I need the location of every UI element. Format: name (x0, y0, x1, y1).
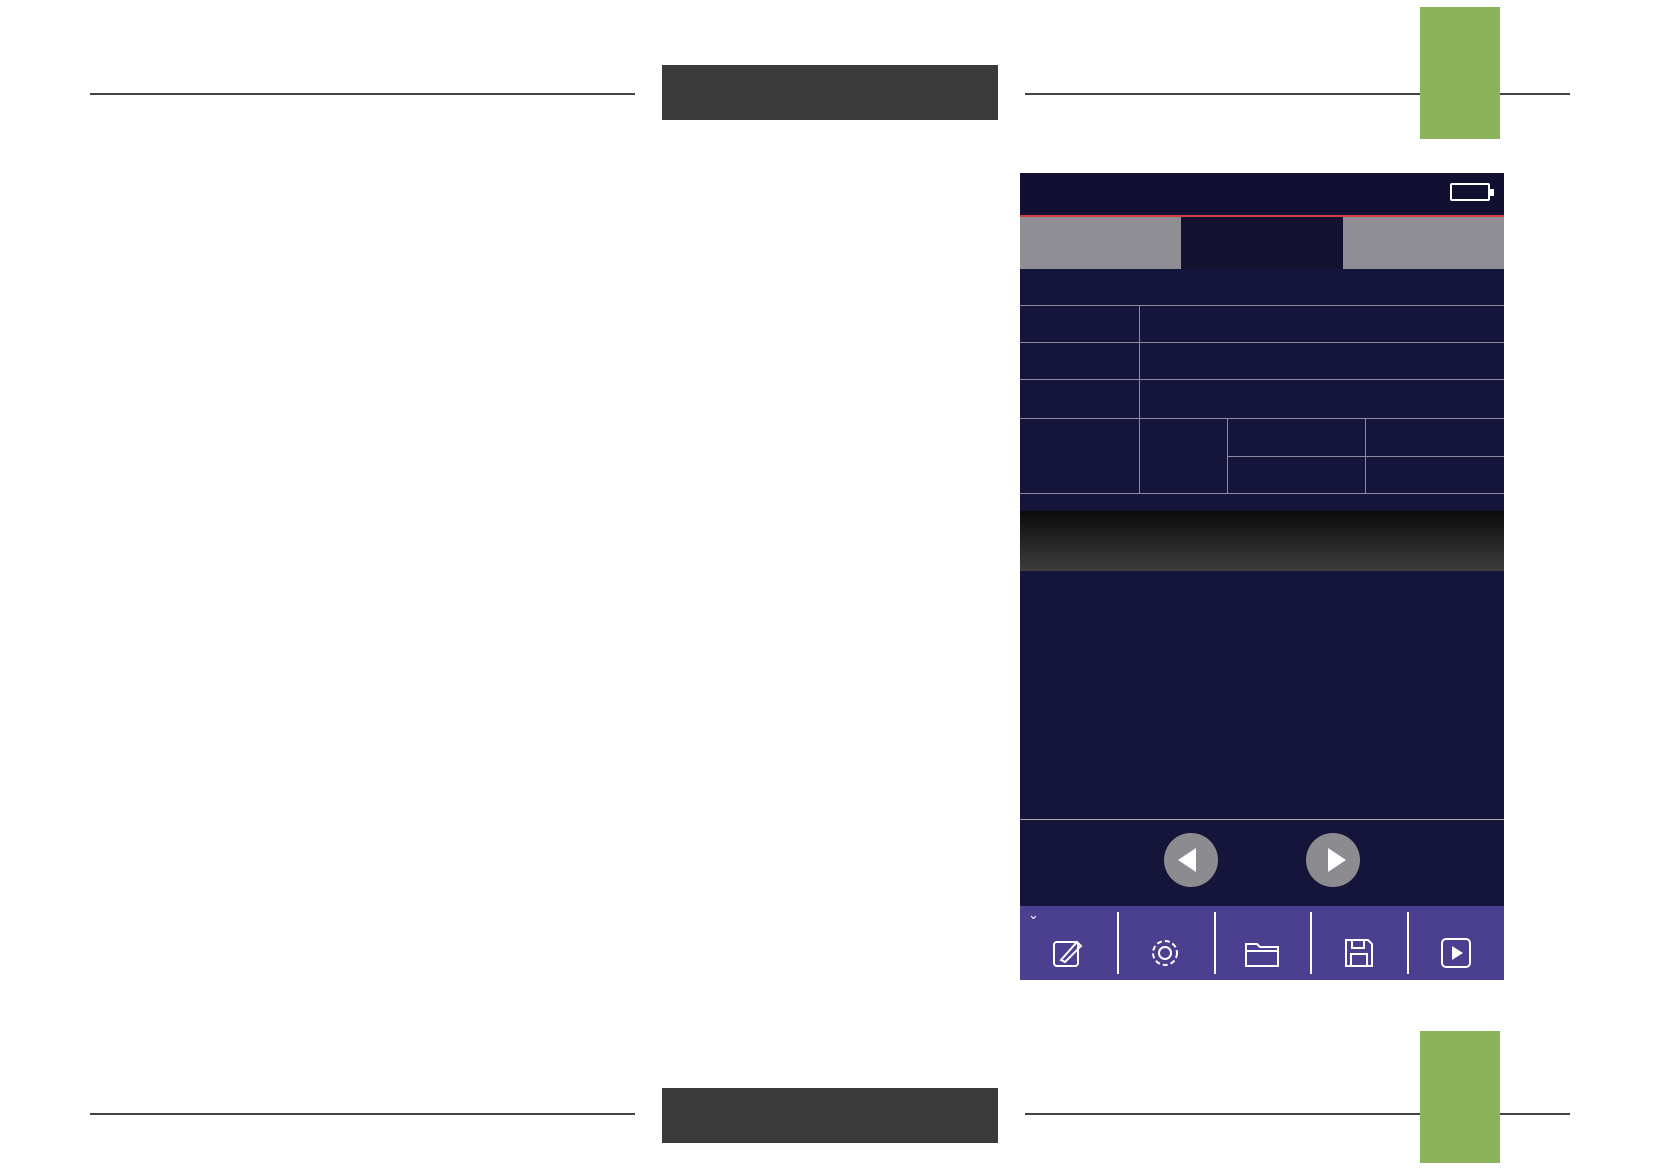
tab-curve[interactable] (1020, 217, 1181, 269)
bottom-page-number (1420, 1031, 1500, 1163)
pass-label (1228, 419, 1366, 456)
bottom-section-title (662, 1088, 998, 1143)
total-cable-row (1020, 306, 1504, 343)
link-loss-label (1020, 343, 1140, 379)
save-icon (1342, 936, 1376, 970)
chevron-left-icon (1178, 848, 1196, 872)
gear-icon (1148, 936, 1182, 970)
fail-label (1366, 419, 1504, 456)
prev-event-button[interactable] (1164, 833, 1218, 887)
file-button[interactable] (1214, 906, 1311, 980)
event-value (1140, 419, 1228, 493)
autotest-row (1020, 269, 1504, 306)
event-table-header (1020, 511, 1504, 571)
view-tabs (1020, 215, 1504, 269)
bottom-left-rule (90, 1113, 635, 1115)
status-bar (1020, 173, 1504, 213)
otdr-device-screen (1020, 173, 1504, 980)
top-section-title (662, 65, 998, 120)
tab-list[interactable] (1181, 217, 1342, 269)
link-loss-row (1020, 343, 1504, 380)
fail-value (1366, 457, 1504, 493)
total-cable-value (1140, 306, 1504, 342)
nav-divider (1020, 819, 1504, 820)
avg-loss-row (1020, 380, 1504, 419)
top-page-number (1420, 7, 1500, 139)
test-button[interactable] (1407, 906, 1504, 980)
avg-loss-value (1140, 380, 1504, 418)
avg-loss-label (1020, 380, 1140, 418)
bottom-toolbar (1020, 906, 1504, 980)
fast-set-button[interactable] (1020, 906, 1117, 980)
link-loss-value (1140, 343, 1504, 379)
pass-value (1228, 457, 1366, 493)
set-button[interactable] (1117, 906, 1214, 980)
save-button[interactable] (1310, 906, 1407, 980)
fast-set-icon (1051, 936, 1085, 970)
event-count-row (1020, 419, 1504, 494)
total-cable-label (1020, 306, 1140, 342)
tab-event-map[interactable] (1343, 217, 1504, 269)
play-icon (1439, 936, 1473, 970)
event-label (1020, 419, 1140, 493)
folder-icon (1243, 936, 1281, 970)
battery-icon (1450, 183, 1490, 201)
top-left-rule (90, 93, 635, 95)
next-event-button[interactable] (1306, 833, 1360, 887)
chevron-down-icon: ⌄ (1028, 908, 1039, 923)
chevron-right-icon (1328, 848, 1346, 872)
